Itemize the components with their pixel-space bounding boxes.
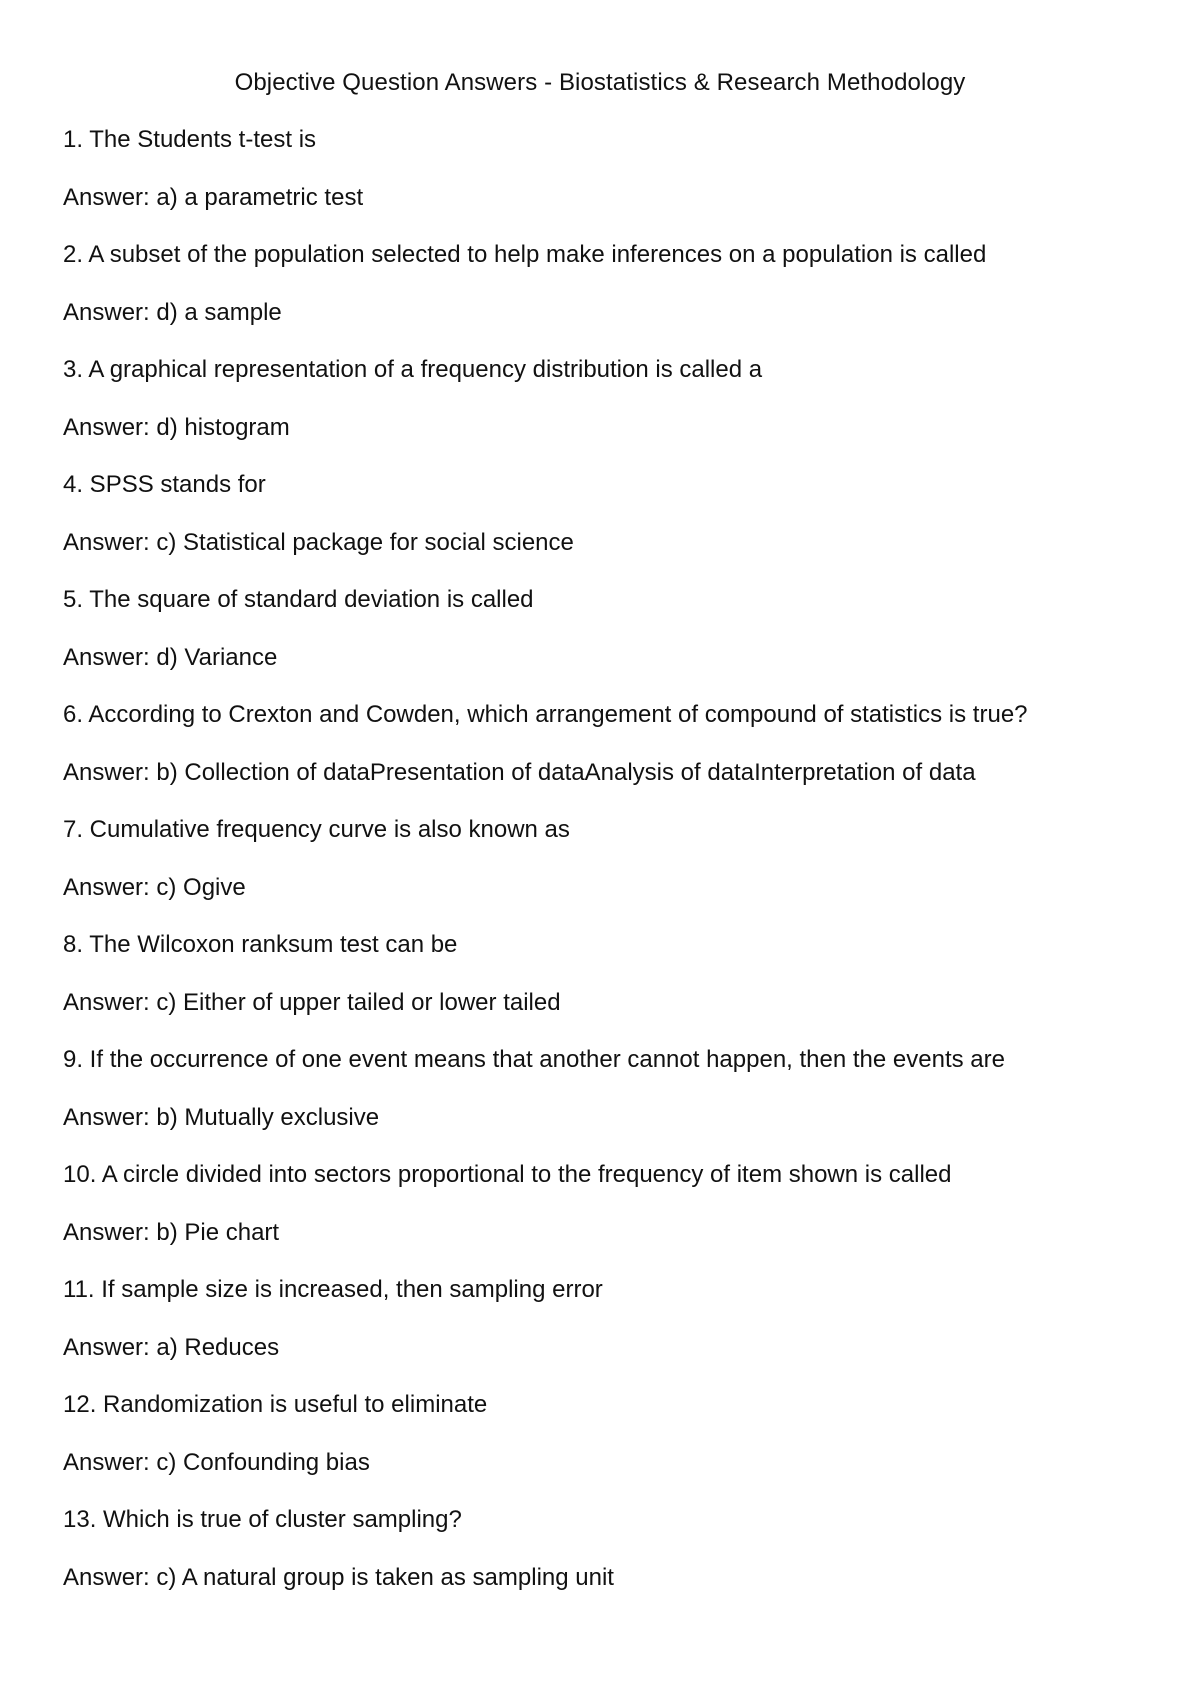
answer-10: Answer: b) Pie chart — [63, 1218, 280, 1246]
answer-11: Answer: a) Reduces — [63, 1333, 280, 1361]
question-11: 11. If sample size is increased, then sampling error — [63, 1276, 603, 1303]
qa-item-5 — [63, 584, 1173, 699]
question-2: 2. A subset of the population selected to help make inferences on a population is called — [63, 241, 987, 268]
question-8: 8. The Wilcoxon ranksum test can be — [63, 931, 458, 958]
qa-list — [63, 124, 1173, 1619]
page-title: Objective Question Answers - Biostatistics & Research Methodology — [234, 69, 966, 96]
answer-3: Answer: d) histogram — [63, 413, 290, 441]
qa-item-9 — [63, 1044, 1173, 1159]
qa-item-11 — [63, 1274, 1173, 1389]
qa-item-2 — [63, 239, 1173, 354]
question-3: 3. A graphical representation of a frequency distribution is called a — [63, 356, 763, 383]
question-6: 6. According to Crexton and Cowden, which arrangement of compound of statistics is true? — [63, 701, 1028, 728]
answer-8: Answer: c) Either of upper tailed or lower tailed — [63, 988, 561, 1016]
answer-1: Answer: a) a parametric test — [63, 183, 364, 211]
question-1: 1. The Students t-test is — [63, 126, 317, 153]
answer-4: Answer: c) Statistical package for social science — [63, 528, 574, 556]
qa-item-13 — [63, 1504, 1173, 1619]
qa-item-7 — [63, 814, 1173, 929]
question-7: 7. Cumulative frequency curve is also known as — [63, 816, 570, 843]
question-12: 12. Randomization is useful to eliminate — [63, 1391, 488, 1418]
question-13: 13. Which is true of cluster sampling? — [63, 1506, 462, 1533]
qa-item-10 — [63, 1159, 1173, 1274]
answer-6: Answer: b) Collection of dataPresentation of dataAnalysis of dataInterpretation of data — [63, 758, 976, 786]
question-9: 9. If the occurrence of one event means that another cannot happen, then the events are — [63, 1046, 1005, 1073]
answer-2: Answer: d) a sample — [63, 298, 282, 326]
answer-9: Answer: b) Mutually exclusive — [63, 1103, 380, 1131]
question-5: 5. The square of standard deviation is called — [63, 586, 534, 613]
qa-item-6 — [63, 699, 1173, 814]
answer-5: Answer: d) Variance — [63, 643, 278, 671]
qa-item-4 — [63, 469, 1173, 584]
qa-item-3 — [63, 354, 1173, 469]
qa-item-12 — [63, 1389, 1173, 1504]
answer-12: Answer: c) Confounding bias — [63, 1448, 370, 1476]
answer-7: Answer: c) Ogive — [63, 873, 246, 901]
qa-item-8 — [63, 929, 1173, 1044]
qa-item-1 — [63, 124, 1173, 239]
question-4: 4. SPSS stands for — [63, 471, 266, 498]
question-10: 10. A circle divided into sectors proportional to the frequency of item shown is called — [63, 1161, 952, 1188]
answer-13: Answer: c) A natural group is taken as sampling unit — [63, 1563, 614, 1591]
